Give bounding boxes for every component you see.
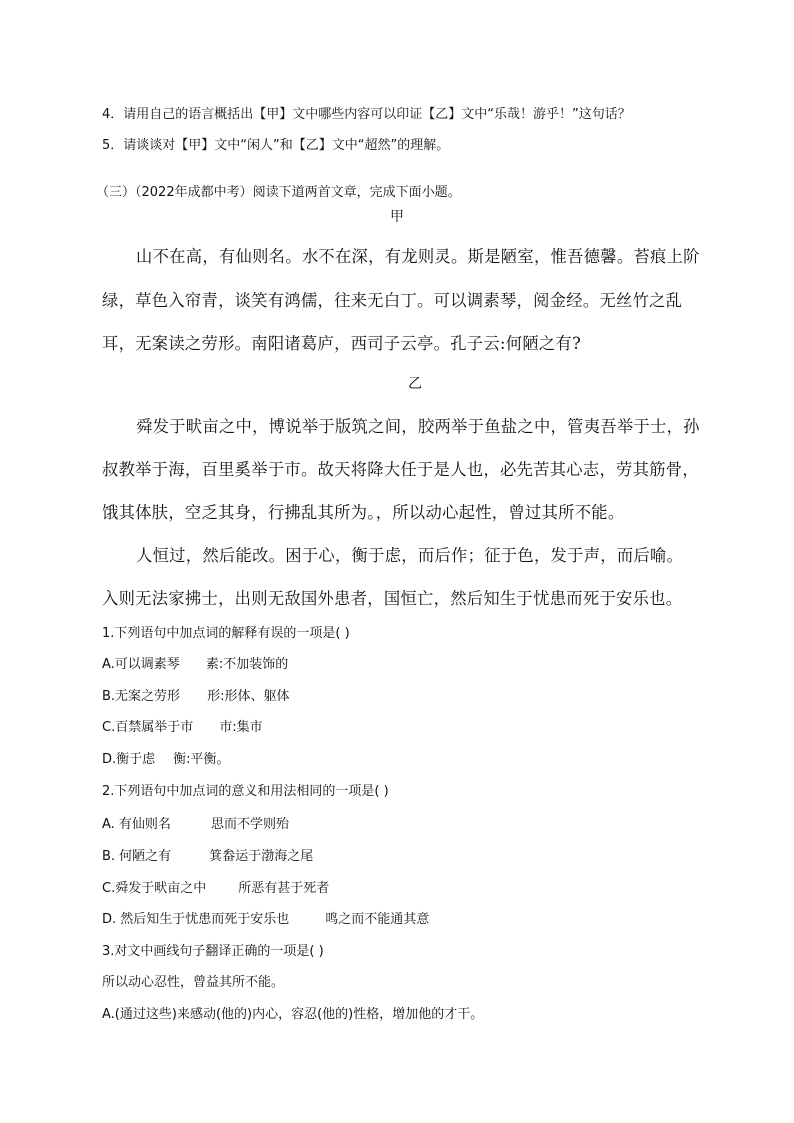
q3-option: A.(通过这些)来感动(他的)内心，容忍(他的)性格，增加他的才干。: [102, 1007, 484, 1022]
option-text: B. 何陋之有: [102, 849, 172, 864]
option-compare: 箕畚运于渤海之尾: [209, 849, 314, 864]
q3-stem: 3.对文中画线句子翻译正确的一项是( ): [102, 944, 324, 959]
q1-option: [102, 685, 289, 704]
option-text: A. 有仙则名: [102, 817, 171, 832]
option-gloss: 衡:平衡。: [173, 752, 230, 767]
option-compare: 所恶有甚于死者: [238, 881, 330, 896]
option-compare: 思而不学则殆: [210, 817, 289, 832]
text-jia-line: 耳，无案读之劳形。南阳诸葛庐，西司子云亭。孔子云:何陋之有?: [102, 334, 582, 353]
option-text: B.无案之劳形: [102, 689, 181, 704]
q1-stem: 1.下列语句中加点词的解释有误的一项是( ): [102, 626, 350, 641]
option-gloss: 素:不加装饰的: [205, 657, 289, 672]
option-gloss: 形:形体、躯体: [207, 689, 290, 704]
q2-option: [102, 908, 429, 927]
q2-stem: 2.下列语句中加点词的意义和用法相同的一项是( ): [102, 784, 389, 799]
option-text: D. 然后知生于忧患而死于安乐也: [102, 912, 290, 927]
text-yi-line: 人恒过，然后能改。困于心，衡于虑，而后作；征于色，发于声，而后喻。: [136, 546, 684, 565]
option-text: C.百禁属举于市: [102, 720, 194, 735]
text-jia-line: 山不在高，有仙则名。水不在深，有龙则灵。斯是陋室，惟吾德馨。苔痕上阶: [136, 247, 700, 266]
text-yi-line: 饿其体肤，空乏其身，行拂乱其所为。，所以动心起性，曾过其所不能。: [102, 503, 625, 522]
question-5: 5．请谈谈对【甲】文中“闲人”和【乙】文中“超然”的理解。: [102, 138, 450, 153]
q1-option: [102, 653, 288, 672]
q2-option: [102, 813, 289, 832]
q2-option: [102, 845, 313, 864]
q1-option: [102, 716, 263, 735]
option-compare: 鸣之而不能通其意: [325, 912, 430, 927]
option-text: D.衡于虑: [102, 752, 156, 767]
text-yi-line: 叔教举于海，百里奚举于市。故天将降大任于是人也，必先苦其心志，劳其筋骨，: [102, 460, 699, 479]
text-yi-title: 乙: [408, 376, 422, 392]
option-text: A.可以调素琴: [102, 657, 180, 672]
q2-option: [102, 877, 329, 896]
option-gloss: 市:集市: [219, 720, 263, 735]
question-4: 4．请用自己的语言概括出【甲】文中哪些内容可以印证【乙】文中“乐哉！游乎！”这句话？: [102, 107, 631, 122]
option-text: C.舜发于畎亩之中: [102, 881, 207, 896]
q1-option: [102, 748, 230, 767]
q3-sentence: 所以动心忍性，曾益其所不能。: [102, 975, 285, 990]
text-yi-line: 舜发于畎亩之中，博说举于版筑之间，胶两举于鱼盐之中，管夷吾举于士，孙: [136, 417, 700, 436]
text-jia-title: 甲: [390, 209, 404, 225]
text-jia-line: 绿，草色入帘青，谈笑有鸿儒，往来无白丁。可以调素琴，阅金经。无丝竹之乱: [102, 291, 683, 310]
section-heading: （三）（2022年成都中考）阅读下道两首文章，完成下面小题。: [96, 185, 461, 200]
text-yi-line: 入则无法家拂士，出则无敌国外患者，国恒亡，然后知生于忧患而死于安乐也。: [102, 589, 683, 608]
